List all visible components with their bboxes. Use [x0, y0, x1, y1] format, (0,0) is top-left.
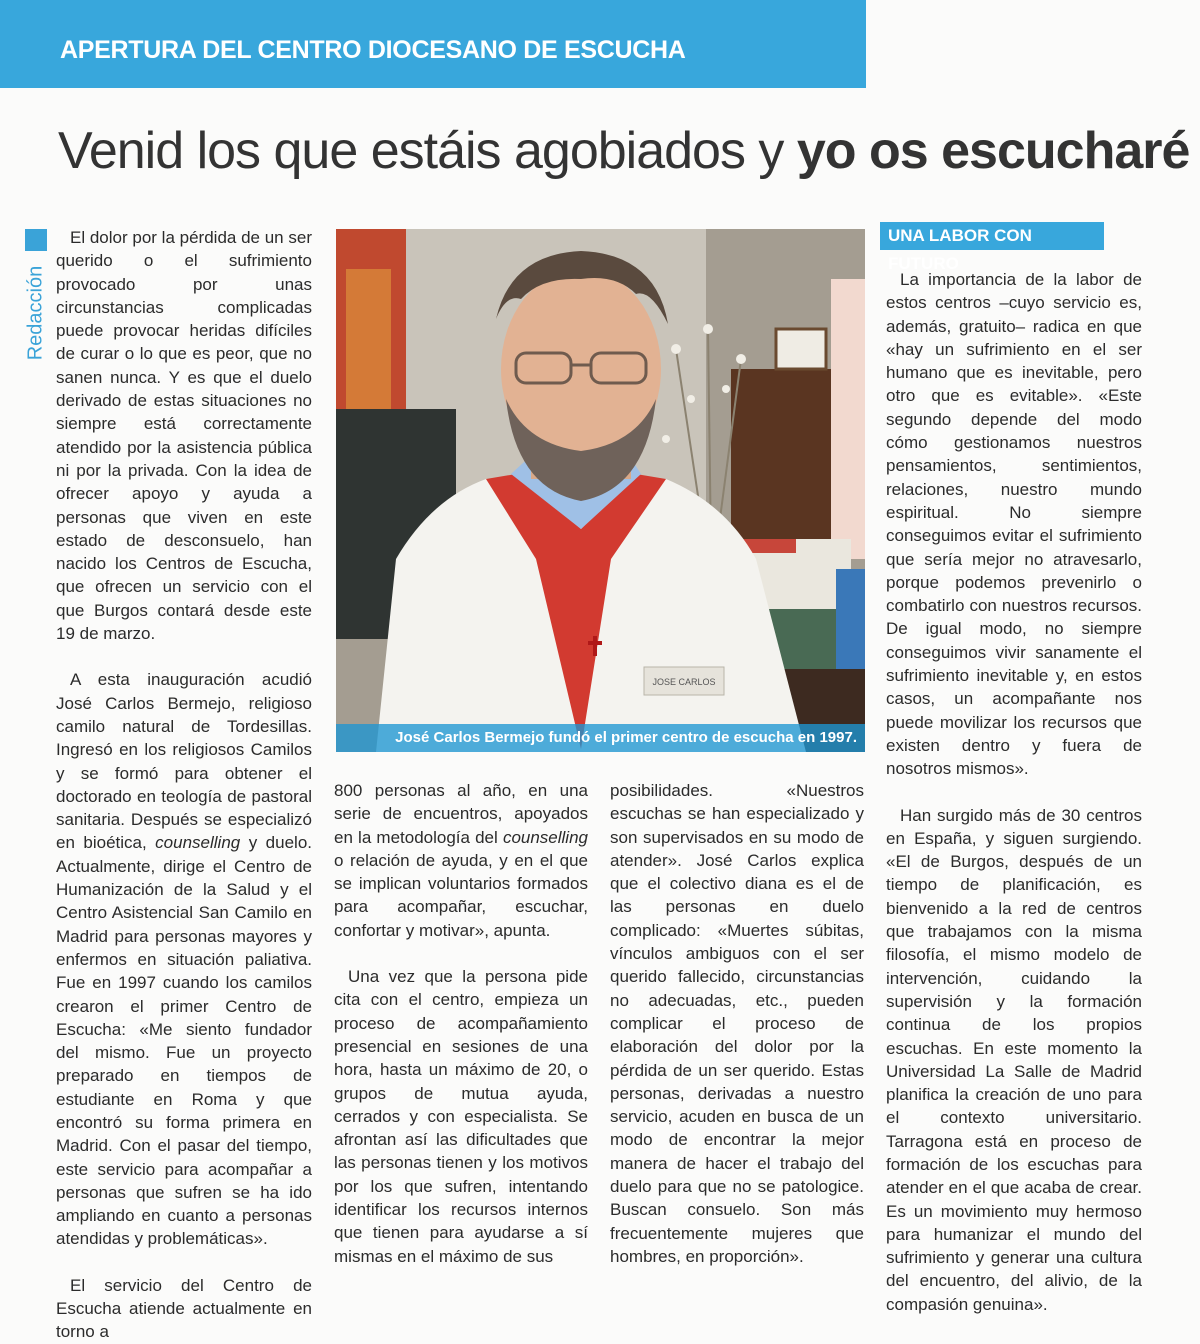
article-column-2	[334, 779, 588, 1268]
section-banner	[0, 0, 866, 88]
paragraph	[334, 779, 588, 942]
paragraph: posibilidades. «Nuestros escuchas se han especializado y son supervisados en su modo de atender». José Carlos explica que el colectivo diana es el de las personas en duelo complicado: «Muertes súbitas, vínculos ambiguos con el ser querido fallecido, circunstancias no adecuadas, etc., pueden complicar el proceso de elaboración del dolor por la pérdida de un ser querido. Estas personas, derivadas a nuestro servicio, acuden en busca de un modo de encontrar la mejor manera de hacer el trabajo del duelo para que no se patologice. Buscan consuelo. Son más frecuentemente mujeres que hombres, en proporción».	[610, 781, 864, 1266]
paragraph: La importancia de la labor de estos centros –cuyo servicio es, además, gratuito– radica en que «hay un sufrimiento en el ser humano que es inevitable, pero otro que es evitable». «Este segundo depende del modo cómo gestionamos nuestros pensamientos, sentimientos, relaciones, nuestro mundo espiritual. No siempre conseguimos evitar el sufrimiento que sería mejor no atravesarlo, porque podemos prevenirlo o combatirlo con nuestros recursos. De igual modo, no siempre conseguimos vivir sanamente el sufrimiento inevitable y, en estos casos, un acompañante nos puede movilizar los recursos que existen dentro y fuera de nosotros mismos».	[886, 270, 1142, 779]
paragraph	[56, 668, 312, 1250]
article-column-4	[886, 268, 1142, 1316]
headline	[58, 120, 1190, 182]
byline-marker	[25, 229, 47, 251]
portrait-illustration	[336, 229, 865, 752]
text-run: y duelo. Actualmente, dirige el Centro de Humanización de la Salud y el Centro Asistencial San Camilo en Madrid para personas mayores y enfermos en situación paliativa. Fue en 1997 cuando los camilos crearon el primer Centro de Escucha: «Me siento fundador del mismo. Fue un proyecto preparado en tiempos de estudiante en Roma y que encontró su forma primera en Madrid. Con el pasar del tiempo, este servicio para acompañar a personas que sufren se ha ido ampliando en cuanto a personas atendidas y problemáticas».	[56, 833, 312, 1249]
section-title: APERTURA DEL CENTRO DIOCESANO DE ESCUCHA	[60, 36, 686, 64]
portrait-photo	[336, 229, 865, 752]
byline: Redacción	[24, 265, 47, 361]
paragraph: El servicio del Centro de Escucha atiende actualmente en torno a	[56, 1275, 312, 1342]
headline-regular: Venid los que estáis agobiados y	[58, 122, 797, 180]
sidebar-section-label: UNA LABOR CON FUTURO	[880, 222, 1104, 250]
photo-caption: José Carlos Bermejo fundó el primer centro de escucha en 1997.	[336, 724, 865, 752]
italic-term: counselling	[502, 827, 588, 847]
name-badge-text: JOSE CARLOS	[652, 677, 716, 687]
text-run: 800 personas al año, en una serie de encuentros, apoyados en la metodología del	[334, 781, 588, 847]
text-run: A esta inauguración acudió José Carlos Bermejo, religioso camilo natural de Tordesillas. Ingresó en los religiosos Camilos y se formó para obtener el doctorado en teología de pastoral sanitaria. Después se especializó en bioética,	[56, 670, 312, 853]
paragraph: El dolor por la pérdida de un ser querido o el sufrimiento provocado por unas circunstancias complicadas puede provocar heridas difíciles de curar o lo que es peor, que no sanen nunca. Y es que el duelo derivado de estas situaciones no siempre está correctamente atendido por la asistencia pública ni por la privada. Con la idea de ofrecer apoyo y ayuda a personas que viven en este estado de desconsuelo, han nacido los Centros de Escucha, que ofrecen un servicio con el que Burgos contará desde este 19 de marzo.	[56, 228, 312, 644]
paragraph: Una vez que la persona pide cita con el centro, empieza un proceso de acompañamiento presencial en sesiones de una hora, hasta un máximo de 20, o grupos de mutua ayuda, cerrados y con especialista. Se afrontan así las dificultades que las personas tienen y los motivos por los que sufren, intentando identificar los recursos internos que tienen para ayudarse a sí mismas en el máximo de sus	[334, 967, 588, 1266]
article-column-3	[610, 779, 864, 1268]
italic-term: counselling	[155, 833, 241, 853]
headline-bold: yo os escucharé	[796, 122, 1190, 180]
article-column-1	[56, 226, 312, 1344]
paragraph: Han surgido más de 30 centros en España, y siguen surgiendo. «El de Burgos, después de un tiempo de planificación, es bienvenido a la red de centros que trabajamos con la misma filosofía, el mismo modelo de intervención, cuidando la supervisión y la formación continua de los propios escuchas. En este momento la Universidad La Salle de Madrid planifica la creación de uno para el contexto universitario. Tarragona está en proceso de formación de los escuchas para atender en el que acaba de crear. Es un movimiento muy hermoso para humanizar el mundo del sufrimiento y generar una cultura del encuentro, del alivio, de la compasión genuina».	[886, 805, 1142, 1314]
text-run: o relación de ayuda, y en el que se implican voluntarios formados para acompañar, escuchar, confortar y motivar», apunta.	[334, 850, 588, 940]
